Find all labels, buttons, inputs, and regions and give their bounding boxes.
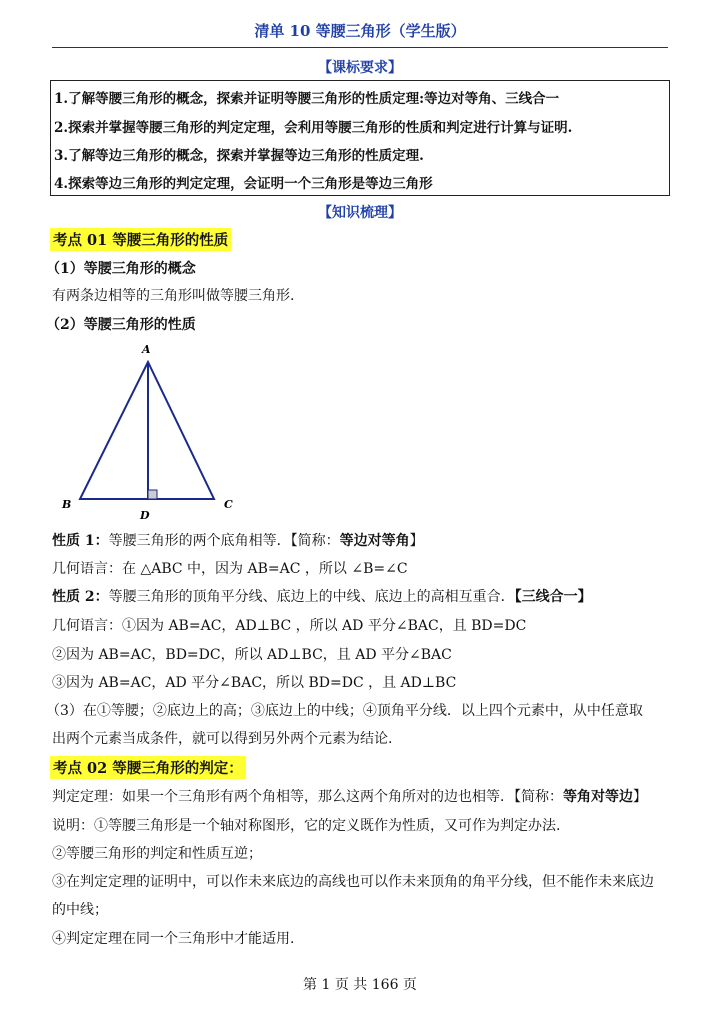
vertex-label-d: D [140, 509, 150, 522]
property-1-text: 等腰三角形的两个底角相等．【简称： [108, 533, 340, 549]
point1-heading: 考点 01 等腰三角形的性质 [50, 228, 231, 251]
page-footer: 第 1 页 共 166 页 [303, 977, 417, 993]
vertex-label-c: C [224, 498, 233, 511]
page-title: 清单 10 等腰三角形（学生版） [254, 22, 466, 40]
property-2-label: 性质 2： [52, 589, 109, 605]
property-2-short: 【三线合一】 [514, 589, 592, 605]
property-2 [52, 586, 592, 606]
title-rule [52, 47, 668, 48]
property-heading: （2）等腰三角形的性质 [46, 317, 196, 333]
vertex-label-b: B [62, 498, 72, 511]
note-2: ②等腰三角形的判定和性质互逆； [52, 846, 262, 862]
point2-heading: 考点 02 等腰三角形的判定： [50, 756, 246, 779]
geo-language-1: 几何语言：在 △ABC 中，因为 AB=AC ，所以 ∠B=∠C [52, 561, 408, 577]
theorem-text: 判定定理：如果一个三角形有两个角相等，那么这两个角所对的边也相等．【简称： [52, 789, 563, 805]
geo-language-4: ③因为 AB=AC，AD 平分∠BAC，所以 BD=DC ，且 AD⊥BC [52, 675, 457, 691]
right-angle-mark [148, 490, 157, 499]
property-1-label: 性质 1： [52, 533, 109, 549]
note-3-b: 的中线； [52, 902, 108, 918]
curriculum-tag: 【课标要求】 [318, 60, 402, 76]
note-3-line-2: 出两个元素当成条件，就可以得到另外两个元素为结论. [52, 731, 393, 747]
vertex-label-a: A [142, 343, 151, 356]
property-2-text: 等腰三角形的顶角平分线、底边上的中线、底边上的高相互重合． [108, 589, 515, 605]
curriculum-item: 1.了解等腰三角形的概念，探索并证明等腰三角形的性质定理:等边对等角、三线合一 [54, 91, 560, 107]
concept-heading: （1）等腰三角形的概念 [46, 261, 196, 277]
note-4: ④判定定理在同一个三角形中才能适用. [52, 931, 295, 947]
theorem [52, 786, 647, 806]
theorem-end: 】 [633, 789, 647, 805]
property-1-end: 】 [409, 533, 424, 549]
note-3-a: ③在判定定理的证明中，可以作未来底边的高线也可以作未来顶角的角平分线，但不能作未来底边 [52, 874, 654, 890]
geo-language-2: 几何语言：①因为 AB=AC，AD⊥BC ，所以 AD 平分∠BAC，且 BD=DC [52, 618, 527, 634]
curriculum-item: 4.探索等边三角形的判定定理，会证明一个三角形是等边三角形 [54, 176, 433, 192]
curriculum-item: 3.了解等边三角形的概念，探索并掌握等边三角形的性质定理. [54, 148, 424, 164]
note-3-line-1: （3）在①等腰；②底边上的高；③底边上的中线；④顶角平分线．以上四个元素中，从中任意取 [46, 703, 643, 719]
concept-text: 有两条边相等的三角形叫做等腰三角形. [52, 288, 295, 304]
geo-language-3: ②因为 AB=AC，BD=DC，所以 AD⊥BC，且 AD 平分∠BAC [52, 647, 452, 663]
theorem-short: 等角对等边 [563, 789, 633, 805]
note-1: 说明：①等腰三角形是一个轴对称图形，它的定义既作为性质，又可作为判定办法. [52, 818, 561, 834]
property-1 [52, 530, 424, 550]
knowledge-tag: 【知识梳理】 [318, 205, 402, 221]
curriculum-item: 2.探索并掌握等腰三角形的判定定理，会利用等腰三角形的性质和判定进行计算与证明. [54, 120, 573, 136]
isosceles-triangle-figure [0, 338, 720, 528]
property-1-short: 等边对等角 [339, 533, 410, 549]
curriculum-box [50, 80, 670, 196]
